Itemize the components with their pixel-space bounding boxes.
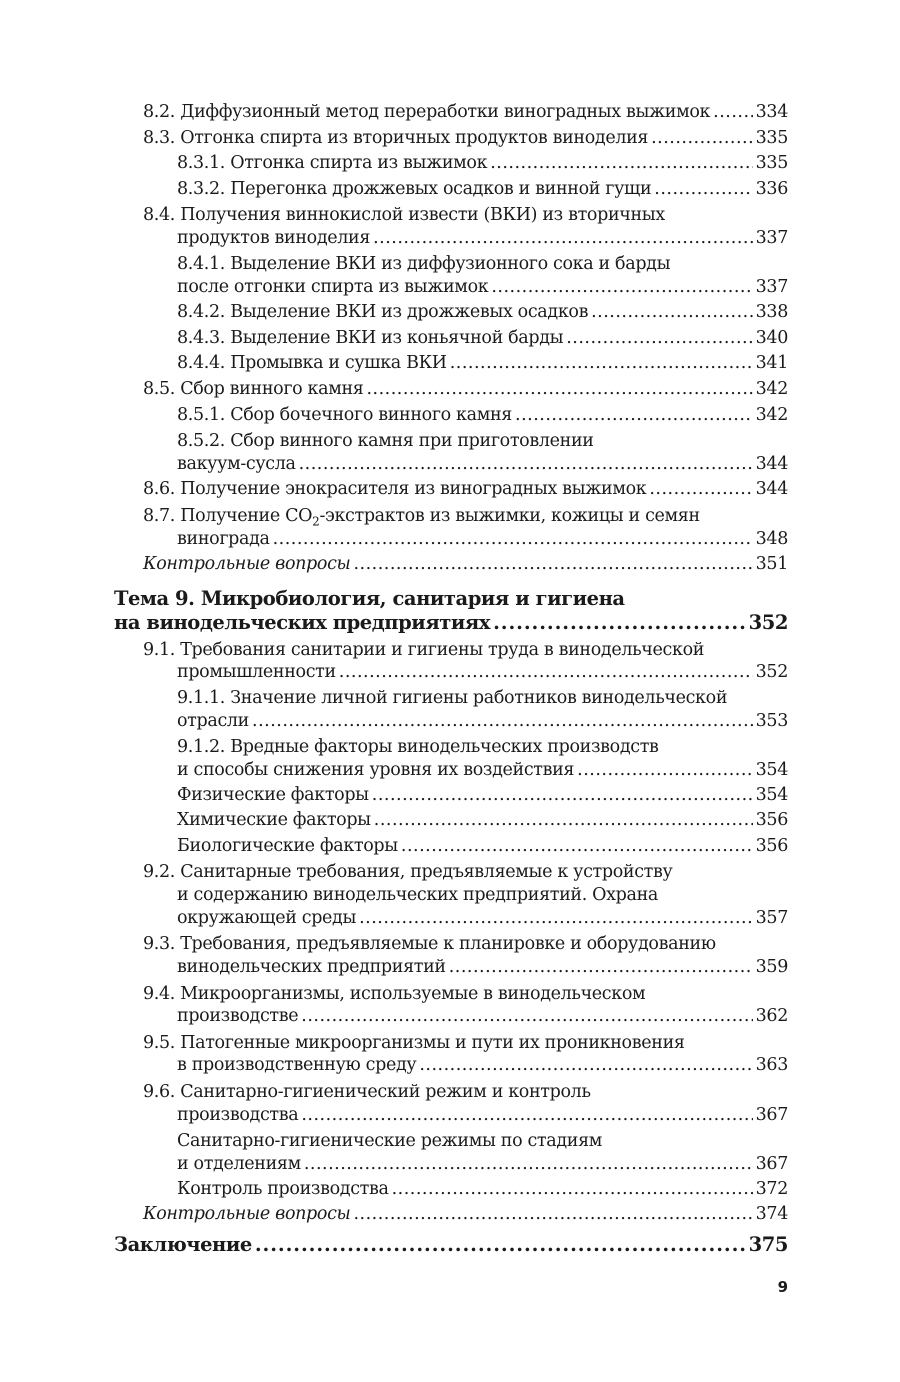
page-number: 9 — [777, 1278, 788, 1296]
toc-entry-production-control[interactable]: Контроль производства ..... 372 — [177, 1177, 788, 1201]
toc-entry-8-4-1-line1: 8.4.1. Выделение ВКИ из диффузионного сока и барды — [177, 254, 671, 274]
toc-entry-sanitary-modes-line1: Санитарно-гигиенические режимы по стадиям — [177, 1131, 603, 1151]
toc-entry-9-2-line2: и содержанию винодельческих предприятий. Охрана — [177, 885, 659, 905]
toc-entry-8-3[interactable]: 8.3. Отгонка спирта из вторичных продуктов виноделия ..... 335 — [143, 126, 788, 150]
toc-entry-chemical-factors[interactable]: Химические факторы ..... 356 — [177, 808, 788, 832]
toc-entry-9-1[interactable]: промышленности ..... 352 — [177, 660, 788, 684]
toc-entry-8-7-line1: 8.7. Получение $CO_2$-экстрактов из выжимки, кожицы и семян — [143, 506, 700, 529]
toc-entry-9-2[interactable]: окружающей среды ..... 357 — [177, 906, 788, 930]
toc-entry-8-4-1[interactable]: после отгонки спирта из выжимок ..... 337 — [177, 275, 788, 299]
toc-entry-8-5-2-line1: 8.5.2. Сбор винного камня при приготовлении — [177, 431, 594, 451]
toc-entry-9-3[interactable]: винодельческих предприятий ..... 359 — [177, 955, 788, 979]
toc-entry-8-4-3[interactable]: 8.4.3. Выделение ВКИ из коньячной барды ..... 340 — [177, 326, 788, 350]
toc-conclusion[interactable]: Заключение ..... 375 — [114, 1233, 788, 1257]
toc-entry-8-7[interactable]: винограда ..... 348 — [177, 527, 788, 551]
toc-entry-8-3-2[interactable]: 8.3.2. Перегонка дрожжевых осадков и винной гущи ..... 336 — [177, 177, 788, 201]
toc-entry-9-4-line1: 9.4. Микроорганизмы, используемые в винодельческом — [143, 984, 646, 1004]
toc-entry-9-5-line1: 9.5. Патогенные микроорганизмы и пути их проникновения — [143, 1033, 685, 1053]
toc-entry-9-5[interactable]: в производственную среду ..... 363 — [177, 1053, 788, 1077]
toc-entry-9-6[interactable]: производства ..... 367 — [177, 1103, 788, 1127]
toc-entry-8-4[interactable]: продуктов виноделия ..... 337 — [177, 226, 788, 250]
toc-entry-8-5-2[interactable]: вакуум-сусла ..... 344 — [177, 452, 788, 476]
toc-entry-9-3-line1: 9.3. Требования, предъявляемые к планировке и оборудованию — [143, 934, 716, 954]
toc-topic-9-line1: Тема 9. Микробиология, санитария и гигиена — [114, 587, 625, 610]
toc-entry-9-1-2[interactable]: и способы снижения уровня их воздействия ..... 354 — [177, 758, 788, 782]
toc-entry-9-1-2-line1: 9.1.2. Вредные факторы винодельческих производств — [177, 737, 659, 757]
toc-entry-control-questions-8[interactable]: Контрольные вопросы ..... 351 — [143, 552, 788, 576]
toc-entry-9-4[interactable]: производстве ..... 362 — [177, 1004, 788, 1028]
toc-entry-8-6[interactable]: 8.6. Получение энокрасителя из виноградных выжимок ..... 344 — [143, 477, 788, 501]
toc-entry-9-1-1[interactable]: отрасли ..... 353 — [177, 709, 788, 733]
toc-entry-9-1-line1: 9.1. Требования санитарии и гигиены труда в винодельческой — [143, 640, 705, 660]
toc-entry-8-3-1[interactable]: 8.3.1. Отгонка спирта из выжимок ..... 335 — [177, 151, 788, 175]
toc-entry-9-1-1-line1: 9.1.1. Значение личной гигиены работников винодельческой — [177, 688, 728, 708]
toc-entry-control-questions-9[interactable]: Контрольные вопросы ..... 374 — [143, 1202, 788, 1226]
toc-entry-8-5-1[interactable]: 8.5.1. Сбор бочечного винного камня ..... 342 — [177, 403, 788, 427]
toc-entry-physical-factors[interactable]: Физические факторы ..... 354 — [177, 783, 788, 807]
toc-entry-8-4-2[interactable]: 8.4.2. Выделение ВКИ из дрожжевых осадков ..... 338 — [177, 300, 788, 324]
toc-entry-biological-factors[interactable]: Биологические факторы ..... 356 — [177, 834, 788, 858]
toc-entry-sanitary-modes[interactable]: и отделениям ..... 367 — [177, 1152, 788, 1176]
toc-topic-9[interactable]: на винодельческих предприятиях ..... 352 — [114, 611, 788, 635]
toc-entry-8-5[interactable]: 8.5. Сбор винного камня ..... 342 — [143, 377, 788, 401]
toc-entry-8-4-4[interactable]: 8.4.4. Промывка и сушка ВКИ ..... 341 — [177, 351, 788, 375]
toc-entry-9-6-line1: 9.6. Санитарно-гигиенический режим и контроль — [143, 1082, 591, 1102]
toc-entry-8-2[interactable]: 8.2. Диффузионный метод переработки виноградных выжимок ..... 334 — [143, 100, 788, 124]
toc-entry-9-2-line1: 9.2. Санитарные требования, предъявляемые к устройству — [143, 862, 673, 882]
toc-entry-8-4-line1: 8.4. Получения виннокислой извести (ВКИ) из вторичных — [143, 205, 665, 225]
